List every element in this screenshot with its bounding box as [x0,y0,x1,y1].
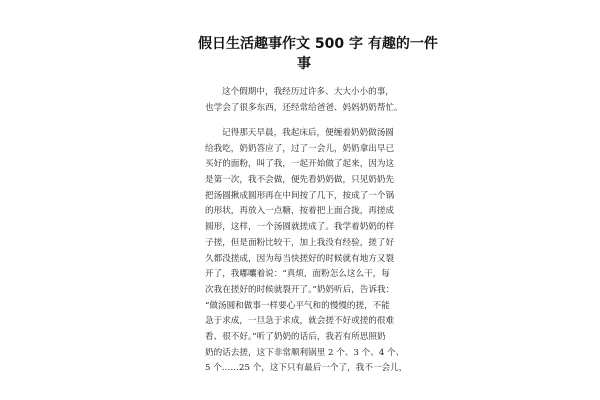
title-line: 假日生活趣事作文 500 字 有趣的一件 [198,36,438,52]
text-line: 开了，我嘟囔着说：“真烦，面粉怎么这么干，每 [205,269,390,280]
text-line: 也学会了很多东西，还经常给爸爸、妈妈奶奶帮忙。 [205,102,403,113]
text-line: 急于求成，一旦急于求成，就会搓不好或搓的很难 [205,316,395,327]
paragraph-2 [205,126,408,377]
text-line: 给我吃，奶奶答应了，过了一会儿，奶奶拿出早已 [205,143,395,154]
text-line: 圆形，这样，一个汤圆就搓成了。我学着奶奶的样 [205,222,395,233]
text-line: 子搓，但是面粉比较干，加上我没有经验，搓了好 [205,237,395,248]
text-line: “做汤圆和做事一样要心平气和的慢慢的搓，不能 [205,300,390,311]
paragraph-1 [205,85,405,116]
text-line: 这个假期中，我经历过许多、大大小小的事， [222,87,394,97]
text-line: 久都没搓成，因为每当快搓好的时候就有地方又裂 [205,253,395,264]
document-title [198,34,438,74]
text-line: 买好的面粉，叫了我，一起开始做了起来，因为这 [205,159,395,170]
text-line: 把汤圆揪成圆形再在中间按了几下，按成了一个锅 [205,190,395,201]
text-line: 记得那天早晨，我起床后，便缠着奶奶做汤圆 [222,128,394,138]
text-line: 次我在搓好的时候就裂开了。”奶奶听后，告诉我： [205,284,395,295]
text-line: 看、很不好。”听了奶奶的话后，我若有所思照奶 [205,331,386,342]
text-line: 奶的话去搓，这下非常顺利锅里 2 个、3 个、4 个、 [205,347,405,358]
title-line: 事 [297,56,311,72]
text-line: 是第一次，我不会做，便先看奶奶做，只见奶奶先 [205,175,395,186]
text-line: 5 个……25 个，这下只有最后一个了，我不一会儿， [205,363,408,374]
text-line: 的形状，再放入一点糖，按着把上面合拢，再搓成 [205,206,395,217]
